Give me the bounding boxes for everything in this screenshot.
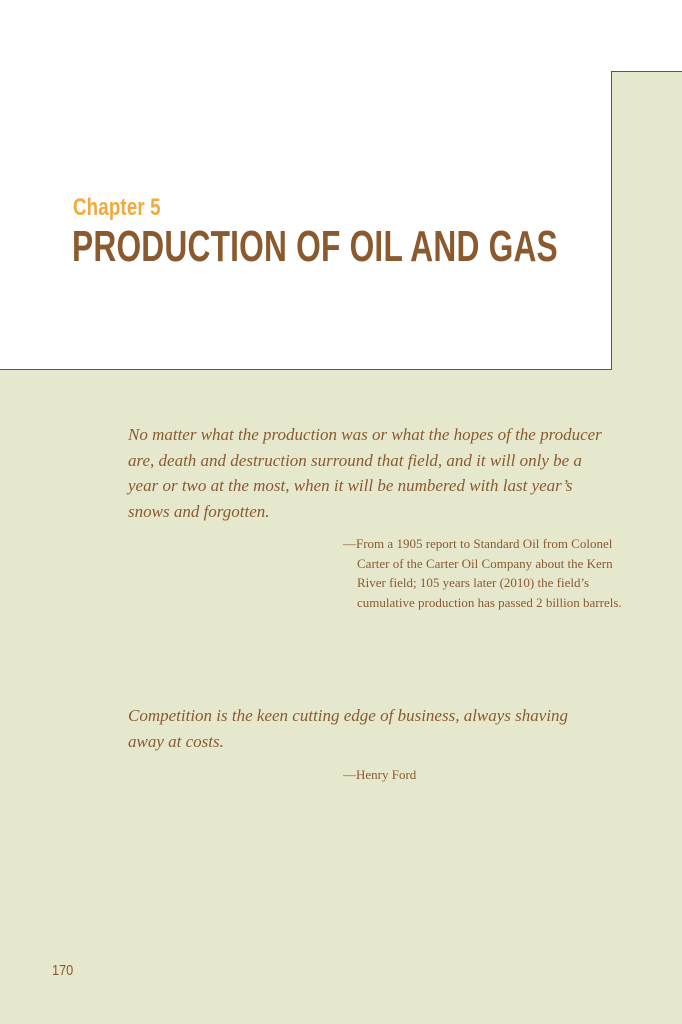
page-number: 170: [52, 962, 74, 979]
decorative-top-strip: [611, 0, 682, 72]
chapter-title-panel: [0, 0, 612, 370]
epigraph-quote: Competition is the keen cutting edge of business, always shaving away at costs.: [128, 706, 569, 751]
chapter-title: PRODUCTION OF OIL AND GAS: [72, 222, 558, 271]
epigraph-attribution: —Henry Ford: [343, 767, 417, 782]
epigraph-quote: No matter what the production was or what the hopes of the producer are, death and destruction surround that field, and it will only be a year or two at the most, when it will be numbered with last year’s snows and forgotten.: [128, 425, 602, 521]
epigraph-attribution: —From a 1905 report to Standard Oil from Colonel Carter of the Carter Oil Company about the Kern River field; 105 years later (2010) the field’s cumulative production has passed 2 billion barrels.: [343, 536, 622, 610]
chapter-label: Chapter 5: [73, 194, 161, 221]
